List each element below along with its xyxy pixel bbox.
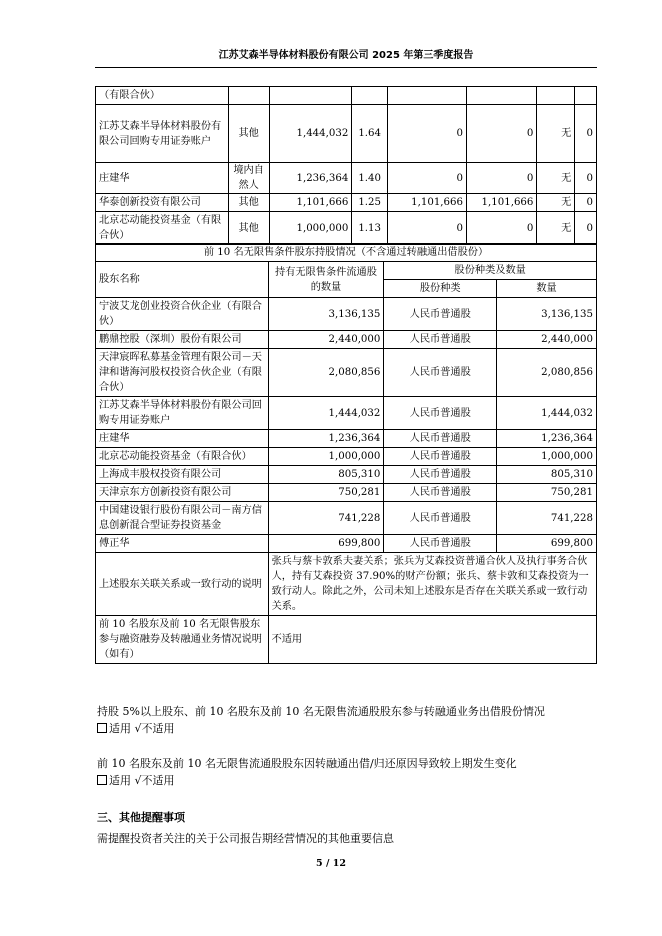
unrestricted-qty: 805,310 <box>268 466 384 484</box>
pledge-status: 无 <box>537 163 575 194</box>
table-row <box>96 349 597 397</box>
margin-text: 不适用 <box>268 616 596 664</box>
table-row <box>96 553 597 616</box>
share-amount: 3,136,135 <box>497 298 597 331</box>
unrestricted-qty: 2,440,000 <box>268 331 384 349</box>
restricted-incl-lending: 0 <box>467 163 537 194</box>
shareholder-name: 傅正华 <box>96 535 269 553</box>
share-amount: 1,000,000 <box>497 448 597 466</box>
unrestricted-qty: 3,136,135 <box>268 298 384 331</box>
share-amount: 805,310 <box>497 466 597 484</box>
shareholder-name: 北京芯动能投资基金（有限合伙） <box>96 212 229 245</box>
shareholder-name: 北京芯动能投资基金（有限合伙） <box>96 448 269 466</box>
pledge-quantity: 0 <box>575 194 597 212</box>
restricted-shares: 1,101,666 <box>388 194 467 212</box>
shareholder-name: （有限合伙） <box>96 87 229 105</box>
table-title: 前 10 名无限售条件股东持股情况（不含通过转融通出借股份） <box>96 244 597 262</box>
restricted-shares: 0 <box>388 105 467 163</box>
table-row <box>96 212 597 245</box>
shareholder-name: 上海成丰股权投资有限公司 <box>96 466 269 484</box>
share-amount: 2,080,856 <box>497 349 597 397</box>
pledge-quantity: 0 <box>575 105 597 163</box>
shareholder-nature: 其他 <box>228 105 269 163</box>
restricted-incl-lending: 0 <box>467 105 537 163</box>
top-shareholders-table <box>95 86 597 245</box>
shareholder-name: 庄建华 <box>96 163 229 194</box>
unrestricted-qty: 1,000,000 <box>268 448 384 466</box>
unrestricted-qty: 741,228 <box>268 502 384 535</box>
relation-label: 上述股东关联关系或一致行动的说明 <box>96 553 269 616</box>
pledge-status: 无 <box>537 105 575 163</box>
section-text: 需提醒投资者关注的关于公司报告期经营情况的其他重要信息 <box>97 832 394 845</box>
shareholder-name: 江苏艾森半导体材料股份有限公司回购专用证券账户 <box>96 397 269 430</box>
column-header-type: 股份种类 <box>384 280 497 298</box>
shares-held: 1,101,666 <box>269 194 352 212</box>
share-type: 人民币普通股 <box>384 484 497 502</box>
section-lending-title: 持股 5%以上股东、前 10 名股东及前 10 名无限售流通股股东参与转融通业务出借股份情况 <box>97 705 545 718</box>
share-type: 人民币普通股 <box>384 397 497 430</box>
share-amount: 2,440,000 <box>497 331 597 349</box>
share-type: 人民币普通股 <box>384 502 497 535</box>
share-type: 人民币普通股 <box>384 298 497 331</box>
page-header: 江苏艾森半导体材料股份有限公司 2025 年第三季度报告 <box>95 46 597 68</box>
shareholder-nature: 境内自然人 <box>228 163 269 194</box>
pledge-quantity: 0 <box>575 163 597 194</box>
share-type: 人民币普通股 <box>384 331 497 349</box>
shareholder-nature: 其他 <box>228 212 269 245</box>
table-row <box>96 163 597 194</box>
margin-label: 前 10 名股东及前 10 名无限售股东参与融资融券及转融通业务情况说明（如有） <box>96 616 269 664</box>
share-type: 人民币普通股 <box>384 349 497 397</box>
table-row <box>96 466 597 484</box>
restricted-shares: 0 <box>388 212 467 245</box>
unrestricted-qty: 699,800 <box>268 535 384 553</box>
holding-ratio: 1.13 <box>352 212 388 245</box>
table-row <box>96 502 597 535</box>
restricted-incl-lending: 0 <box>467 212 537 245</box>
share-amount: 741,228 <box>497 502 597 535</box>
table-row <box>96 616 597 664</box>
holding-ratio: 1.25 <box>352 194 388 212</box>
share-amount: 750,281 <box>497 484 597 502</box>
checkbox-icon <box>97 723 107 733</box>
unrestricted-qty: 1,444,032 <box>268 397 384 430</box>
holding-ratio: 1.40 <box>352 163 388 194</box>
shares-held: 1,236,364 <box>269 163 352 194</box>
table-row <box>96 484 597 502</box>
section-change-title: 前 10 名股东及前 10 名无限售流通股股东因转融通出借/归还原因导致较上期发生变化 <box>97 757 517 770</box>
share-amount: 699,800 <box>497 535 597 553</box>
section-change-options <box>97 772 175 789</box>
shares-held: 1,000,000 <box>269 212 352 245</box>
unrestricted-shareholders-table <box>95 243 597 664</box>
checkbox-icon <box>97 775 107 785</box>
section-lending-options <box>97 720 175 737</box>
column-header-qty: 持有无限售条件流通股的数量 <box>268 262 384 298</box>
shareholder-name: 鹏鼎控股（深圳）股份有限公司 <box>96 331 269 349</box>
unrestricted-qty: 1,236,364 <box>268 430 384 448</box>
table-row <box>96 298 597 331</box>
table-row <box>96 331 597 349</box>
restricted-shares: 0 <box>388 163 467 194</box>
options-text: 适用 √不适用 <box>109 722 175 735</box>
table-row <box>96 87 597 105</box>
table-row <box>96 535 597 553</box>
unrestricted-qty: 2,080,856 <box>268 349 384 397</box>
options-text: 适用 √不适用 <box>109 774 175 787</box>
shareholder-name: 江苏艾森半导体材料股份有限公司回购专用证券账户 <box>96 105 229 163</box>
table-row <box>96 448 597 466</box>
relation-text: 张兵与蔡卡敦系夫妻关系；张兵为艾森投资普通合伙人及执行事务合伙人，持有艾森投资 37.90%的财产份额；张兵、蔡卡敦和艾森投资为一致行动人。除此之外，公司未知上述股东是否存在关联关系或一致行动关系。 <box>268 553 596 616</box>
shareholder-name: 庄建华 <box>96 430 269 448</box>
column-header-name: 股东名称 <box>96 262 269 298</box>
shareholder-name: 天津宸晖私募基金管理有限公司－天津和谐海河股权投资合伙企业（有限合伙） <box>96 349 269 397</box>
pledge-status: 无 <box>537 194 575 212</box>
share-amount: 1,236,364 <box>497 430 597 448</box>
page-number: 5 / 12 <box>316 858 346 869</box>
holding-ratio: 1.64 <box>352 105 388 163</box>
shares-held: 1,444,032 <box>269 105 352 163</box>
share-amount: 1,444,032 <box>497 397 597 430</box>
table-row <box>96 105 597 163</box>
shareholder-name: 宁波艾龙创业投资合伙企业（有限合伙） <box>96 298 269 331</box>
shareholder-name: 中国建设银行股份有限公司－南方信息创新混合型证券投资基金 <box>96 502 269 535</box>
column-header-type-group: 股份种类及数量 <box>384 262 597 280</box>
restricted-incl-lending: 1,101,666 <box>467 194 537 212</box>
table-row <box>96 194 597 212</box>
table-row <box>96 430 597 448</box>
shareholder-name: 华泰创新投资有限公司 <box>96 194 229 212</box>
share-type: 人民币普通股 <box>384 466 497 484</box>
table-row <box>96 397 597 430</box>
section-heading: 三、其他提醒事项 <box>97 811 185 824</box>
share-type: 人民币普通股 <box>384 430 497 448</box>
pledge-status: 无 <box>537 212 575 245</box>
pledge-quantity: 0 <box>575 212 597 245</box>
share-type: 人民币普通股 <box>384 448 497 466</box>
share-type: 人民币普通股 <box>384 535 497 553</box>
unrestricted-qty: 750,281 <box>268 484 384 502</box>
column-header-amount: 数量 <box>497 280 597 298</box>
shareholder-nature: 其他 <box>228 194 269 212</box>
shareholder-name: 天津京东方创新投资有限公司 <box>96 484 269 502</box>
